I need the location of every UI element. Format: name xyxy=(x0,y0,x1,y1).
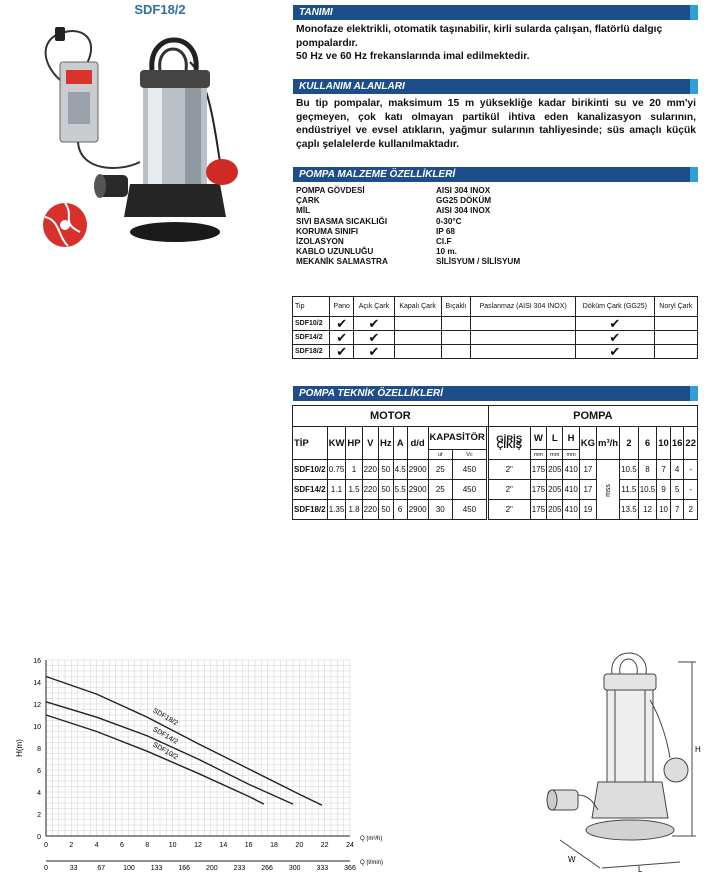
options-cell xyxy=(330,317,354,331)
options-cell xyxy=(441,331,471,345)
x-tick-label: 12 xyxy=(194,842,202,849)
material-list xyxy=(296,186,520,268)
tanimi-line: Monofaze elektrikli, otomatik taşınabilir, kirli sularda çalışan, flatörlü dalgıç pompalardır. xyxy=(296,24,663,49)
cell-q: - xyxy=(684,460,698,480)
col-kw: KW xyxy=(327,427,346,460)
material-key: ÇARK xyxy=(296,196,320,206)
material-value: 10 m. xyxy=(436,247,457,257)
x-tick-label: 24 xyxy=(346,842,354,849)
cell-kw: 1.35 xyxy=(327,500,346,520)
col-dd: d/d xyxy=(407,427,428,460)
y-axis-label: H(m) xyxy=(15,739,24,757)
cell-kg: 19 xyxy=(579,500,596,520)
material-row xyxy=(296,186,520,196)
material-key: SIVI BASMA SICAKLIĞI xyxy=(296,216,388,226)
x-tick-label: 16 xyxy=(244,842,253,849)
x-tick-label: 20 xyxy=(295,842,304,849)
col-hz: Hz xyxy=(378,427,393,460)
cell-hz: 50 xyxy=(378,460,393,480)
material-key: İZOLASYON xyxy=(296,237,344,247)
cell-q: 7 xyxy=(657,460,671,480)
col-h: H xyxy=(563,427,579,450)
x-tick-label: 0 xyxy=(44,842,48,849)
dimension-drawing xyxy=(540,640,712,872)
x2-tick-label: 33 xyxy=(69,865,78,872)
material-value: Cl.F xyxy=(436,237,452,247)
options-col-header: Kapalı Çark xyxy=(394,297,441,317)
performance-chart xyxy=(0,648,400,874)
material-value: GG25 DÖKÜM xyxy=(436,196,492,206)
x-tick-label: 6 xyxy=(120,842,124,849)
cell-vc: 450 xyxy=(453,500,487,520)
cell-w: 175 xyxy=(530,480,546,500)
cell-dd: 2900 xyxy=(407,460,428,480)
cell-tip: SDF10/2 xyxy=(293,460,328,480)
x2-tick-label: 100 xyxy=(123,865,135,872)
options-cell xyxy=(576,317,655,331)
options-cell xyxy=(471,317,576,331)
unit-mm: mm xyxy=(547,450,563,460)
x2-tick-label: 300 xyxy=(288,865,301,872)
mss-label xyxy=(597,460,620,520)
cell-h: 410 xyxy=(563,460,579,480)
cell-a: 5.5 xyxy=(393,480,407,500)
options-cell xyxy=(354,345,394,359)
cell-q: 10 xyxy=(657,500,671,520)
cell-kw: 1.1 xyxy=(327,480,346,500)
material-row xyxy=(296,196,520,206)
cell-w: 175 xyxy=(530,460,546,480)
col-giris: GİRİŞ ÇIKIŞ xyxy=(488,427,530,460)
dim-w-label: W xyxy=(568,855,576,864)
tech-table xyxy=(292,405,698,520)
cell-hp: 1.5 xyxy=(346,480,362,500)
options-cell xyxy=(441,317,471,331)
col-a: A xyxy=(393,427,407,460)
x2-tick-label: 266 xyxy=(261,865,273,872)
cell-h: 410 xyxy=(563,480,579,500)
x2-tick-label: 133 xyxy=(150,865,163,872)
kullanim-text: Bu tip pompalar, maksimum 15 m yüksekliğe kadar birikinti su ve 20 mm'yi geçmeyen, çok katı olmayan partikül ihtiva eden kanalizasyon sularının, endüstriyel ve evsel atıkların, yağmur sularının tahliyesinde; süs amaçlı küçük çaplı şelalelerde kullanılmaktadır. xyxy=(296,98,696,150)
cell-hz: 50 xyxy=(378,500,393,520)
cell-l: 205 xyxy=(547,500,563,520)
cell-dd: 2900 xyxy=(407,480,428,500)
col-q-10: 10 xyxy=(657,427,671,460)
cell-uf: 25 xyxy=(428,460,453,480)
col-v: V xyxy=(362,427,378,460)
material-row xyxy=(296,257,520,267)
col-q: m³/h xyxy=(597,427,620,460)
cell-kg: 17 xyxy=(579,460,596,480)
material-key: KABLO UZUNLUĞU xyxy=(296,247,374,257)
table-row xyxy=(293,345,698,359)
cell-dd: 2900 xyxy=(407,500,428,520)
tanimi-line: 50 Hz ve 60 Hz frekanslarında imal edilmektedir. xyxy=(296,51,530,62)
cell-v: 220 xyxy=(362,500,378,520)
material-row xyxy=(296,217,520,227)
cell-q: 5 xyxy=(670,480,684,500)
x-tick-label: 10 xyxy=(168,842,177,849)
table-row xyxy=(293,460,698,480)
material-key: MİL xyxy=(296,206,311,216)
col-l: L xyxy=(547,427,563,450)
x-tick-label: 8 xyxy=(145,842,150,849)
material-key: POMPA GÖVDESİ xyxy=(296,186,365,195)
material-value: IP 68 xyxy=(436,226,455,236)
material-key: MEKANİK SALMASTRA xyxy=(296,257,388,267)
cell-a: 6 xyxy=(393,500,407,520)
col-w: W xyxy=(530,427,546,450)
y-tick-label: 4 xyxy=(37,790,41,797)
x-tick-label: 4 xyxy=(94,842,99,849)
material-row xyxy=(296,206,520,216)
cell-w: 175 xyxy=(530,500,546,520)
product-photo xyxy=(30,22,290,252)
options-cell xyxy=(330,331,354,345)
tanimi-text xyxy=(296,23,696,64)
options-cell xyxy=(471,331,576,345)
x2-tick-label: 67 xyxy=(97,865,106,872)
options-col-header: Bıçaklı xyxy=(441,297,471,317)
y-tick-label: 12 xyxy=(33,702,41,709)
y-tick-label: 14 xyxy=(33,680,41,687)
cell-tip: SDF18/2 xyxy=(293,500,328,520)
x2-tick-label: 233 xyxy=(233,865,246,872)
x2-axis-label: Q (l/min) xyxy=(360,860,383,866)
cell-giris: 2" xyxy=(488,460,530,480)
y-tick-label: 10 xyxy=(33,724,41,731)
pompa-group-header: POMPA xyxy=(488,406,697,427)
options-cell xyxy=(654,345,697,359)
options-cell-tip: SDF10/2 xyxy=(293,317,330,331)
cell-v: 220 xyxy=(362,480,378,500)
x-tick-label: 2 xyxy=(69,842,74,849)
col-kapasitor: KAPASİTÖR xyxy=(428,427,486,450)
options-cell xyxy=(394,331,441,345)
col-q-16: 16 xyxy=(670,427,684,460)
col-q-6: 6 xyxy=(638,427,657,460)
x-tick-label: 18 xyxy=(270,842,278,849)
col-hp: HP xyxy=(346,427,362,460)
cell-kg: 17 xyxy=(579,480,596,500)
material-value: SİLİSYUM / SİLİSYUM xyxy=(436,257,521,267)
options-cell-tip: SDF14/2 xyxy=(293,331,330,345)
cell-hp: 1.8 xyxy=(346,500,362,520)
x-tick-label: 22 xyxy=(320,842,329,849)
series-label: SDF14/2 xyxy=(151,726,179,746)
material-row xyxy=(296,237,520,247)
options-cell xyxy=(394,345,441,359)
table-row xyxy=(293,317,698,331)
cell-q: 4 xyxy=(670,460,684,480)
unit-mm: mm xyxy=(530,450,546,460)
section-header-malzeme: POMPA MALZEME ÖZELLİKLERİ xyxy=(293,167,698,182)
col-kg: KG xyxy=(579,427,596,460)
options-cell xyxy=(354,331,394,345)
cell-h: 410 xyxy=(563,500,579,520)
col-q-22: 22 xyxy=(684,427,698,460)
y-tick-label: 6 xyxy=(37,768,41,775)
col-vc: Vc xyxy=(453,450,487,460)
cell-kw: 0.75 xyxy=(327,460,346,480)
col-q-2: 2 xyxy=(620,427,639,460)
material-value: 0-30°C xyxy=(436,216,462,226)
check-icon: ✔ xyxy=(336,329,348,345)
cell-a: 4.5 xyxy=(393,460,407,480)
options-col-header: Noryl Çark xyxy=(654,297,697,317)
options-cell xyxy=(471,345,576,359)
cell-vc: 450 xyxy=(453,460,487,480)
x2-tick-label: 366 xyxy=(344,865,356,872)
cell-v: 220 xyxy=(362,460,378,480)
cell-q: 11.5 xyxy=(620,480,639,500)
check-icon: ✔ xyxy=(609,343,621,359)
check-icon: ✔ xyxy=(368,343,380,359)
x2-tick-label: 333 xyxy=(316,865,329,872)
options-cell xyxy=(576,331,655,345)
x2-tick-label: 166 xyxy=(178,865,191,872)
table-row xyxy=(293,331,698,345)
mss-text: mss xyxy=(604,484,612,497)
options-cell xyxy=(654,331,697,345)
x-tick-label: 14 xyxy=(219,842,228,849)
material-key: KORUMA SINIFI xyxy=(296,226,359,236)
chart-grid xyxy=(46,660,350,836)
cell-q: 13.5 xyxy=(620,500,639,520)
options-cell xyxy=(354,317,394,331)
cell-q: 10.5 xyxy=(638,480,657,500)
section-header-teknik: POMPA TEKNİK ÖZELLİKLERİ xyxy=(293,386,698,401)
cell-q: 7 xyxy=(670,500,684,520)
cell-q: 10.5 xyxy=(620,460,639,480)
check-icon: ✔ xyxy=(609,329,621,345)
col-tip: TİP xyxy=(293,427,328,460)
options-cell-tip: SDF18/2 xyxy=(293,345,330,359)
options-cell xyxy=(441,345,471,359)
unit-mm: mm xyxy=(563,450,579,460)
check-icon: ✔ xyxy=(368,329,380,345)
x2-tick-label: 0 xyxy=(44,865,48,872)
y-tick-label: 0 xyxy=(37,834,41,841)
options-col-header: Pano xyxy=(330,297,354,317)
cell-hp: 1 xyxy=(346,460,362,480)
check-icon: ✔ xyxy=(609,315,621,331)
cell-q: 9 xyxy=(657,480,671,500)
check-icon: ✔ xyxy=(368,315,380,331)
options-col-header: Döküm Çark (GG25) xyxy=(576,297,655,317)
check-icon: ✔ xyxy=(336,315,348,331)
section-header-tanimi: TANIMI xyxy=(293,5,698,20)
cell-hz: 50 xyxy=(378,480,393,500)
x-axis-label: Q (m³/h) xyxy=(360,836,383,842)
cell-q: - xyxy=(684,480,698,500)
options-cell xyxy=(330,345,354,359)
cell-vc: 450 xyxy=(453,480,487,500)
options-col-header: Tip xyxy=(293,297,330,317)
y-tick-label: 2 xyxy=(37,812,41,819)
cell-giris: 2" xyxy=(488,500,530,520)
options-cell xyxy=(576,345,655,359)
material-value: AISI 304 INOX xyxy=(436,186,491,195)
options-table xyxy=(292,296,698,359)
cell-giris: 2" xyxy=(488,480,530,500)
cell-uf: 25 xyxy=(428,480,453,500)
options-col-header: Paslanmaz (AISI 304 INOX) xyxy=(471,297,576,317)
table-row xyxy=(293,500,698,520)
dim-h-label: H xyxy=(695,745,701,754)
model-title: SDF18/2 xyxy=(134,2,186,17)
cell-q: 12 xyxy=(638,500,657,520)
y-tick-label: 8 xyxy=(37,746,41,753)
section-header-kullanim: KULLANIM ALANLARI xyxy=(293,79,698,94)
cell-tip: SDF14/2 xyxy=(293,480,328,500)
x2-tick-label: 200 xyxy=(205,865,218,872)
series-label: SDF18/2 xyxy=(151,707,179,728)
options-col-header: Açık Çark xyxy=(354,297,394,317)
options-cell xyxy=(654,317,697,331)
table-row xyxy=(293,480,698,500)
material-row xyxy=(296,227,520,237)
cell-l: 205 xyxy=(547,460,563,480)
dim-l-label: L xyxy=(638,865,643,872)
material-row xyxy=(296,247,520,257)
check-icon: ✔ xyxy=(336,343,348,359)
cell-l: 205 xyxy=(547,480,563,500)
cell-q: 8 xyxy=(638,460,657,480)
col-uf: uf xyxy=(428,450,453,460)
series-line xyxy=(46,677,322,806)
cell-q: 2 xyxy=(684,500,698,520)
y-tick-label: 16 xyxy=(33,658,41,665)
material-value: AISI 304 INOX xyxy=(436,206,491,216)
motor-group-header: MOTOR xyxy=(293,406,489,427)
chart-labels xyxy=(15,658,383,872)
chart-series xyxy=(46,677,322,806)
series-label: SDF10/2 xyxy=(151,741,179,762)
options-cell xyxy=(394,317,441,331)
cell-uf: 30 xyxy=(428,500,453,520)
